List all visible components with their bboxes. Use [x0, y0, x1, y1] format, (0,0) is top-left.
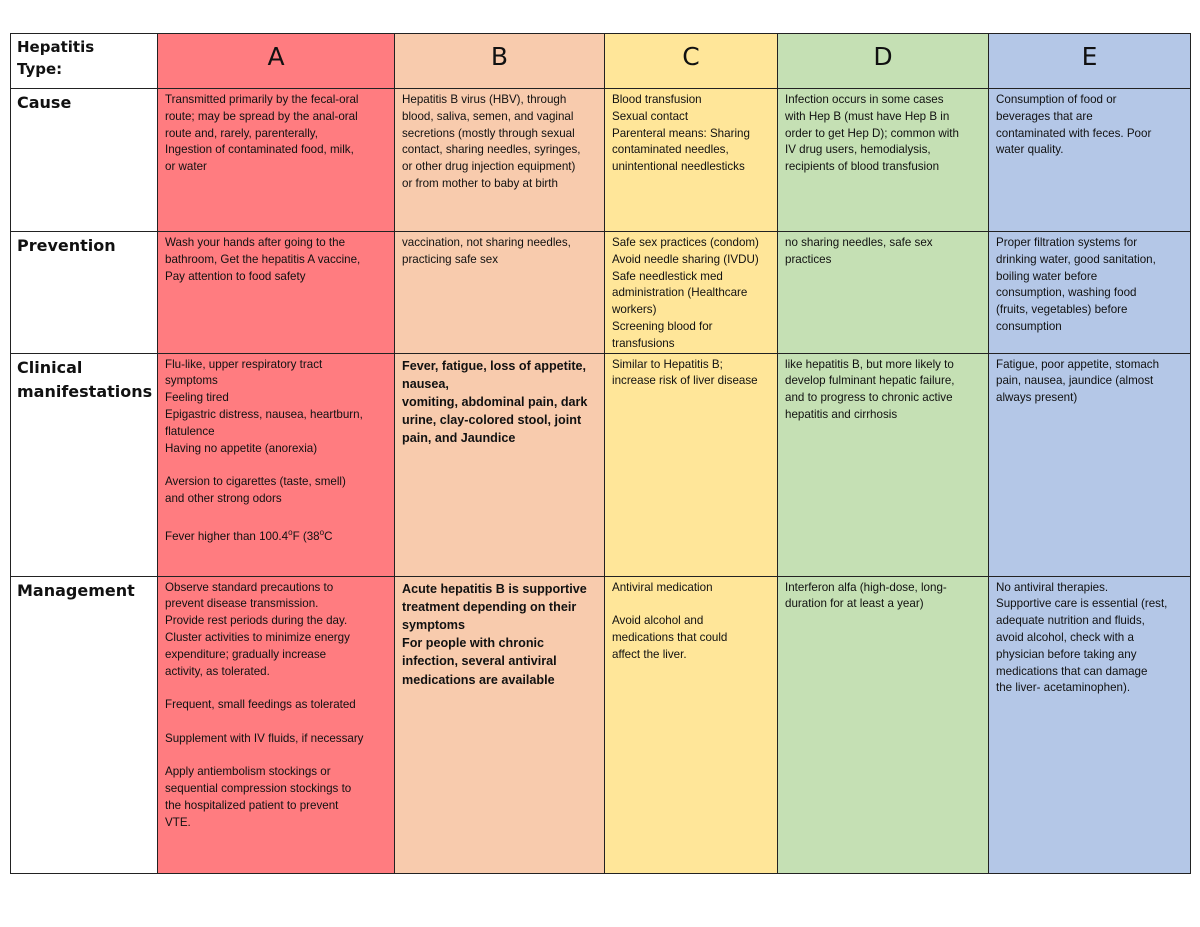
management-text-e: No antiviral therapies. Supportive care is essential (rest, adequate nutrition and fluids, avoid alcohol, check with a physician before taking any medications that can damage the liver- acetaminophen).	[996, 580, 1168, 695]
degree-symbol-c: o	[319, 527, 325, 537]
prevention-cell-e	[989, 232, 1191, 354]
prevention-row	[11, 232, 1191, 354]
degree-symbol-f: o	[288, 527, 293, 537]
cause-cell-b	[395, 89, 605, 232]
management-text-d: Interferon alfa (high-dose, long- duration for at least a year)	[785, 580, 947, 611]
management-text-c: Antiviral medication Avoid alcohol and medications that could affect the liver.	[612, 580, 728, 661]
column-header-c	[605, 34, 778, 89]
prevention-cell-a	[158, 232, 395, 354]
management-label: Management	[17, 580, 135, 600]
cause-text-d: Infection occurs in some cases with Hep B (must have Hep B in order to get Hep D); common with IV drug users, hemodialysis, recipients of blood transfusion	[785, 93, 959, 174]
clinical-text-e: Fatigue, poor appetite, stomach pain, nausea, jaundice (almost always present)	[996, 357, 1160, 405]
clinical-cell-b	[395, 353, 605, 576]
prevention-cell-d	[778, 232, 989, 354]
prevention-label: Prevention	[17, 236, 116, 255]
prevention-label-cell	[11, 232, 158, 354]
clinical-cell-e	[989, 353, 1191, 576]
clinical-fever-prefix: Fever higher than 100.4	[165, 529, 289, 543]
prevention-cell-c	[605, 232, 778, 354]
clinical-cell-d	[778, 353, 989, 576]
header-row	[11, 34, 1191, 89]
column-letter-d: D	[873, 42, 893, 71]
clinical-fever-suffix: C	[324, 529, 333, 543]
management-text-b: Acute hepatitis B is supportive treatment depending on their symptoms For people with chronic infection, several antiviral medications are available	[402, 581, 587, 687]
clinical-fever-mid: F (38	[292, 529, 320, 543]
cause-label: Cause	[17, 93, 72, 112]
management-cell-b	[395, 576, 605, 873]
column-header-a	[158, 34, 395, 89]
management-row	[11, 576, 1191, 873]
clinical-text-b: Fever, fatigue, loss of appetite, nausea, vomiting, abdominal pain, dark urine, clay-colored stool, joint pain, and Jaundice	[402, 358, 588, 446]
management-label-cell	[11, 576, 158, 873]
cause-cell-d	[778, 89, 989, 232]
prevention-text-b: vaccination, not sharing needles, practicing safe sex	[402, 236, 571, 266]
prevention-text-e: Proper filtration systems for drinking water, good sanitation, boiling water before consumption, washing food (fruits, vegetables) before consumption	[996, 236, 1156, 333]
column-letter-b: B	[490, 42, 509, 71]
clinical-row	[11, 353, 1191, 576]
column-header-d	[778, 34, 989, 89]
cause-cell-e	[989, 89, 1191, 232]
cause-cell-c	[605, 89, 778, 232]
cause-text-c: Blood transfusion Sexual contact Parenteral means: Sharing contaminated needles, unintentional needlesticks	[612, 93, 750, 174]
cause-cell-a	[158, 89, 395, 232]
clinical-text-a	[158, 354, 394, 546]
prevention-cell-b	[395, 232, 605, 354]
clinical-text-a-main: Flu-like, upper respiratory tract symptoms Feeling tired Epigastric distress, nausea, heartburn, flatulence Having no appetite (anorexia) Aversion to cigarettes (taste, smell) and other strong odors	[165, 357, 363, 505]
clinical-text-c: Similar to Hepatitis B; increase risk of liver disease	[612, 357, 758, 388]
clinical-cell-c	[605, 353, 778, 576]
prevention-text-d: no sharing needles, safe sex practices	[785, 236, 933, 266]
column-header-e	[989, 34, 1191, 89]
clinical-text-d: like hepatitis B, but more likely to develop fulminant hepatic failure, and to progress to chronic active hepatitis and cirrhosis	[785, 357, 955, 421]
prevention-text-a: Wash your hands after going to the bathroom, Get the hepatitis A vaccine, Pay attention to food safety	[165, 236, 361, 283]
management-cell-a	[158, 576, 395, 873]
clinical-label: Clinical manifestations	[17, 357, 153, 401]
management-cell-c	[605, 576, 778, 873]
column-letter-e: E	[1081, 42, 1098, 71]
type-header-label: Hepatitis Type:	[17, 38, 95, 78]
prevention-text-c: Safe sex practices (condom) Avoid needle sharing (IVDU) Safe needlestick med administration (Healthcare workers) Screening blood for transfusions	[612, 236, 759, 350]
management-text-a: Observe standard precautions to prevent disease transmission. Provide rest periods during the day. Cluster activities to minimize energy expenditure; gradually increase activity, as tolerated. Frequent, small feedings as tolerated Supplement with IV fluids, if necessary Apply antiembolism stockings or sequential compression stockings to the hospitalized patient to prevent VTE.	[165, 580, 364, 829]
cause-text-e: Consumption of food or beverages that are contaminated with feces. Poor water quality.	[996, 93, 1152, 157]
cause-label-cell	[11, 89, 158, 232]
type-header-cell	[11, 34, 158, 89]
cause-row	[11, 89, 1191, 232]
clinical-cell-a	[158, 353, 395, 576]
column-letter-c: C	[682, 42, 700, 71]
column-header-b	[395, 34, 605, 89]
hepatitis-comparison-table	[10, 33, 1191, 874]
clinical-label-cell	[11, 353, 158, 576]
cause-text-b: Hepatitis B virus (HBV), through blood, saliva, semen, and vaginal secretions (mostly through sexual contact, sharing needles, syringes, or other drug injection equipment) or from mother to baby at birth	[402, 93, 581, 190]
management-cell-d	[778, 576, 989, 873]
cause-text-a: Transmitted primarily by the fecal-oral route; may be spread by the anal-oral route and, rarely, parenterally, Ingestion of contaminated food, milk, or water	[165, 93, 359, 174]
column-letter-a: A	[267, 42, 285, 71]
management-cell-e	[989, 576, 1191, 873]
